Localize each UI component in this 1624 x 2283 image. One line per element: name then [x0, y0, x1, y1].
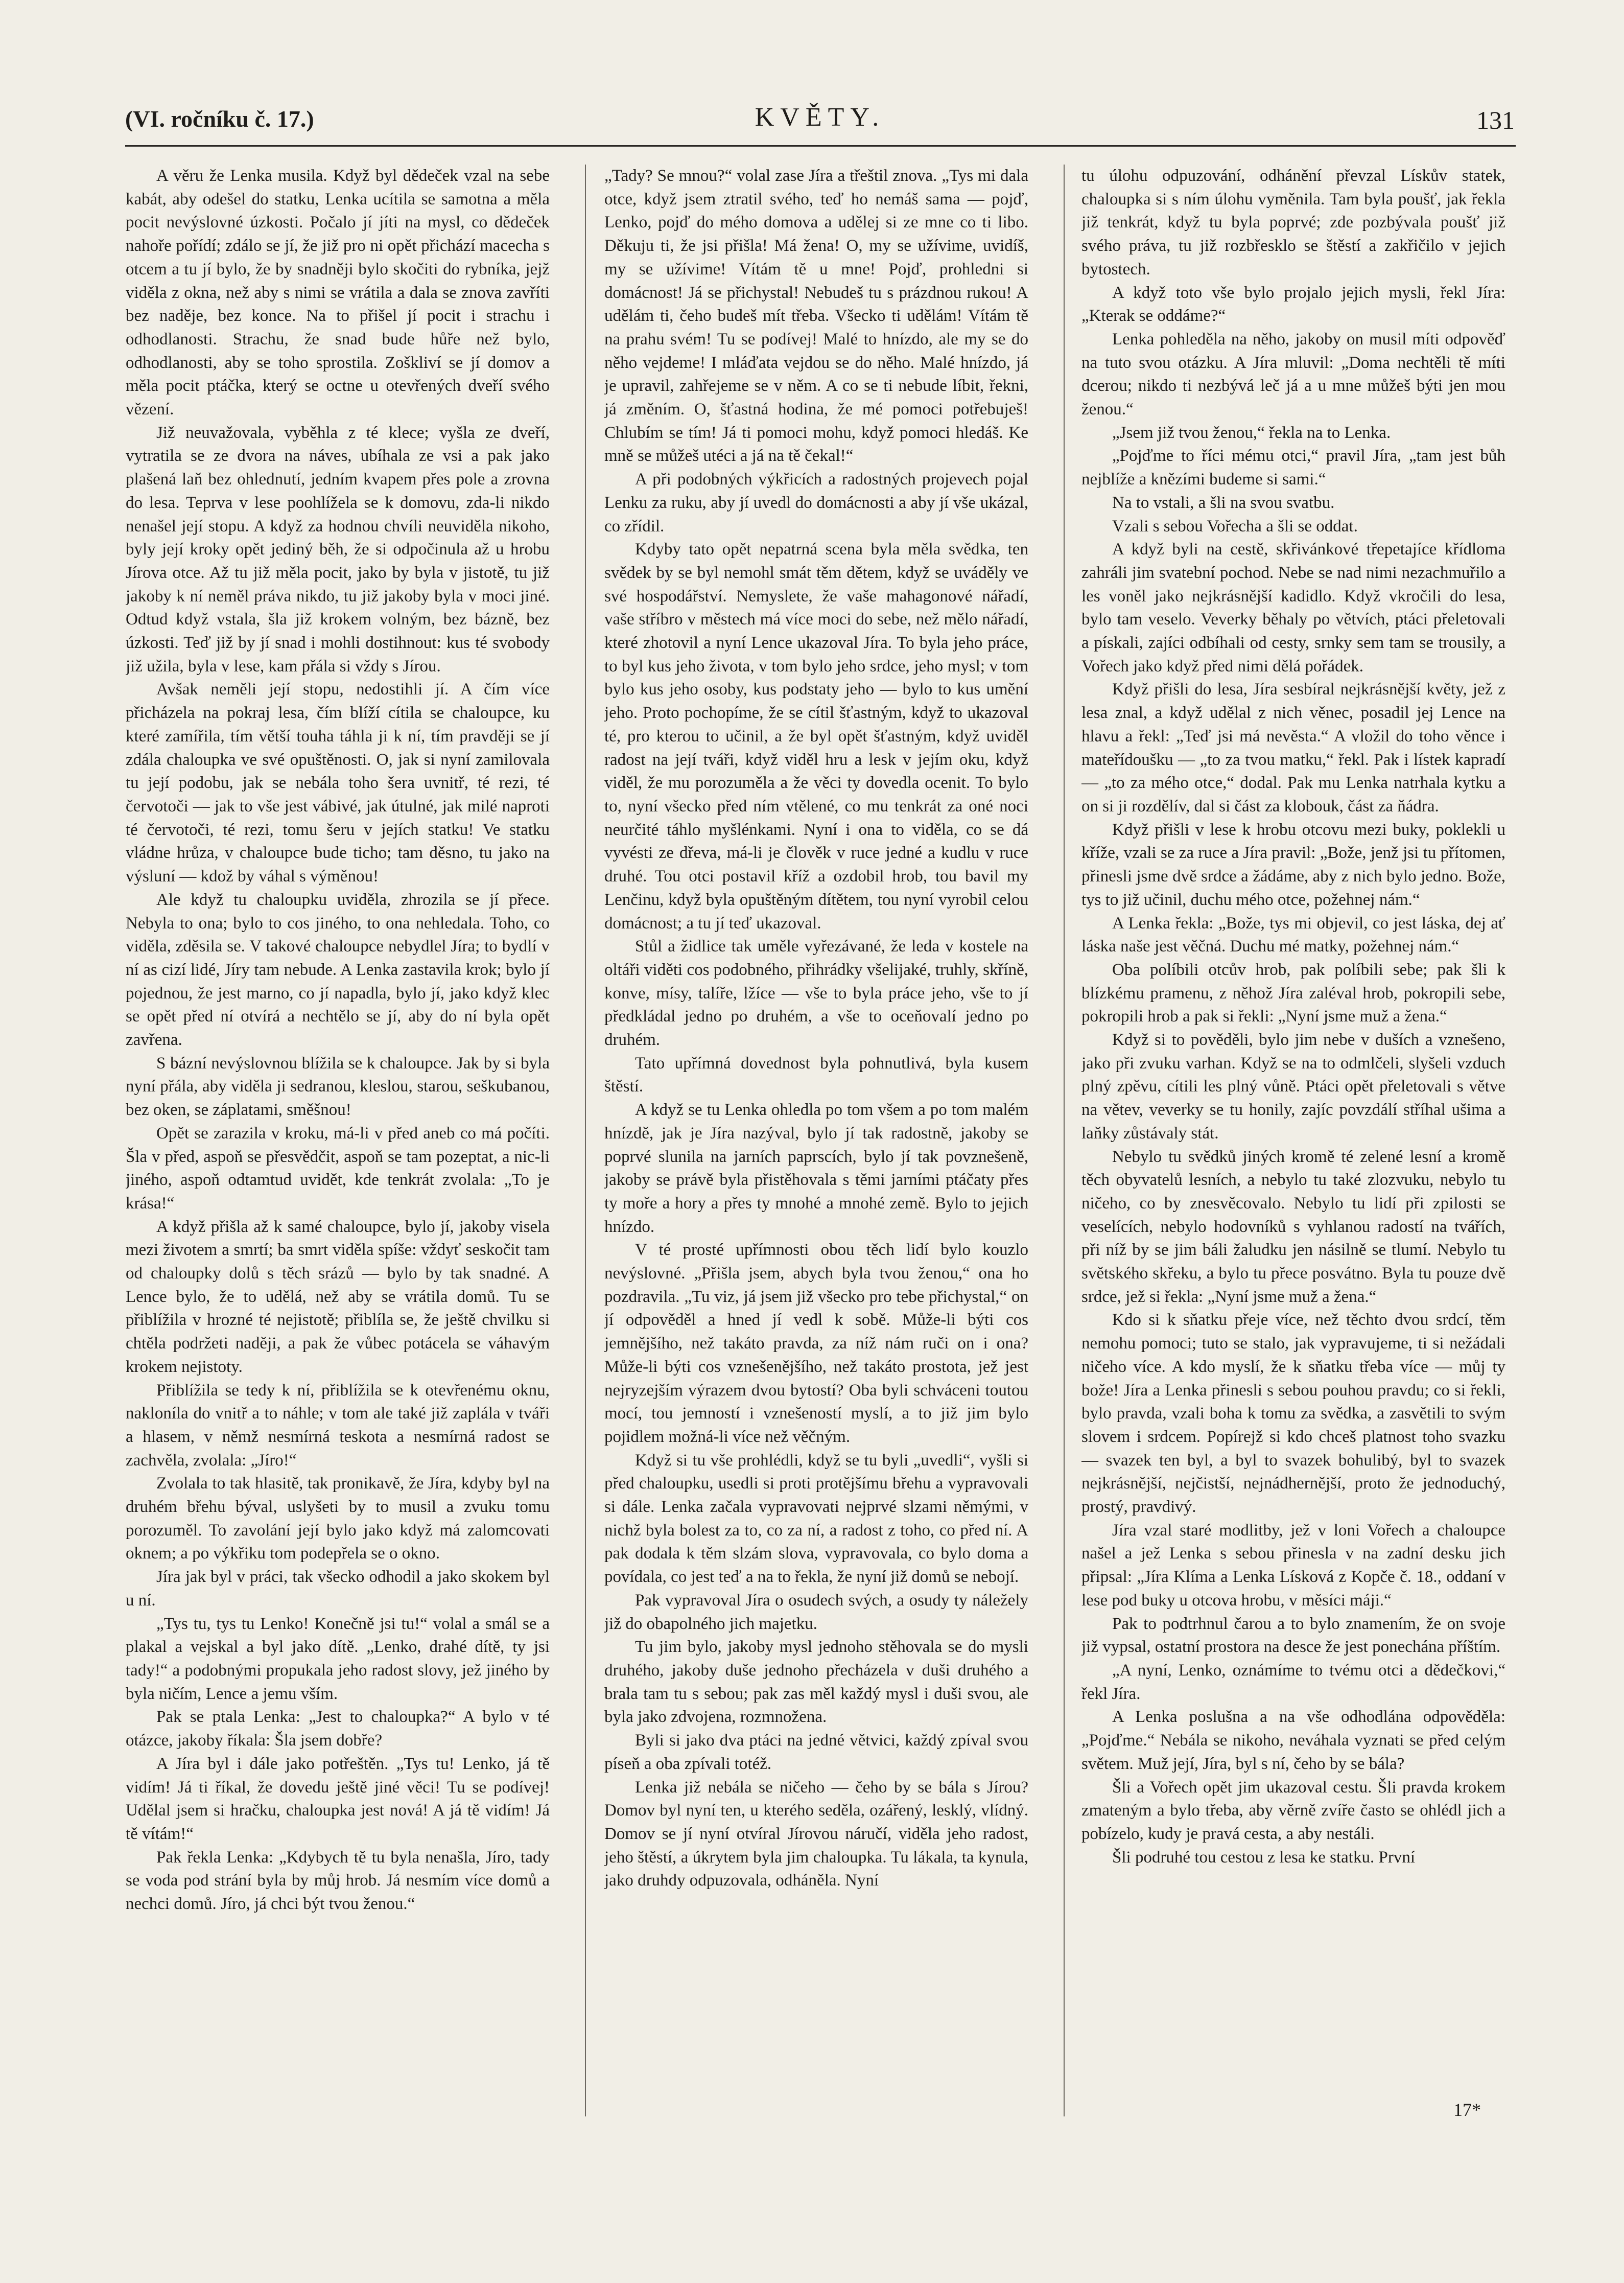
paragraph: Již neuvažovala, vyběhla z té klece; vyšla ze dveří, vytratila se ze dvora na náves, ubíhala ze vsi a pak jako plašená laň bez ohlednutí, jedním kvapem přes pole a zrovna do lesa. Teprva v lese poohlížela se k domovu, zda-li nikdo nenašel její stopu. A když za hodnou chvíli neuviděla nikoho, byly její kroky opět jediný běh, že si odpočinula až u hrobu Jírova otce. Až tu již měla pocit, jako by byla v jistotě, tu již jakoby k ní neměl práva nikdo, tu již jakoby byla v moci jiné. Odtud když vstala, šla již krokem volným, bez bázně, bez úzkosti. Teď již by jí snad i mohli dostihnout: kus té svobody již užila, byla v lese, kam přála si vždy s Jírou.: [126, 423, 550, 675]
journal-title: KVĚTY.: [755, 103, 885, 132]
paragraph: Lenka již nebála se ničeho — čeho by se bála s Jírou? Domov byl nyní ten, u kterého seděla, ozářený, lesklý, vlídný. Domov se jí nyní otvíral Jírovou náručí, viděla jeho radost, jeho štěstí, a úkrytem byla jim chaloupka. Tu lákala, ta kynula, jako druhdy odpuzovala, odháněla. Nyní: [604, 1778, 1028, 1890]
paragraph: tu úlohu odpuzování, odhánění převzal Lískův statek, chaloupka si s ním úlohu vyměnila. Tam byla poušť, jak řekla již tenkrát, když tu byla poprvé; zde pozbývala poušť již svého práva, tu již rozbřesklo se štěstí a zakřičilo v jejich bytostech.: [1081, 167, 1505, 278]
paragraph: „A nyní, Lenko, oznámíme to tvému otci a dědečkovi,“ řekl Jíra.: [1081, 1661, 1505, 1703]
paragraph: Kdyby tato opět nepatrná scena byla měla svědka, ten svědek by se byl nemohl smát těm dětem, když se uváděly ve své hospodářství. Nemyslete, že vaše mahagonové nářadí, vaše stříbro v městech má více moci do sebe, než mělo nářadí, které zhotovil a nyní Lence ukazoval Jíra. To byla jeho práce, to byl kus jeho života, v tom bylo jeho srdce, jeho mysl; v tom bylo kus jeho osoby, kus podstaty jeho — bylo to kus umění jeho. Proto pochopíme, že se cítil šťastným, když to ukazoval té, pro kterou to učinil, a že byl opět šťastným, když uviděl radost na její tváři, když viděl hru a lesk v jejím oku, když viděl, že mu porozuměla a že věci ty dovedla ocenit. To bylo to, nyní všecko před ním vtělené, co mu tenkrát za oné noci neurčité táhlo myšlénkami. Nyní i ona to viděla, co se dá vyvésti ze dřeva, má-li je člověk v ruce jedné a kudlu v ruce druhé. Tou otci postavil kříž a ozdobil hrob, tou bavil my Lenčinu, když byla opuštěným dítětem, tou nyní vyrobil celou domácnost; a tu jí teď ukazoval.: [604, 540, 1028, 933]
paragraph: A když toto vše bylo projalo jejich mysli, řekl Jíra: „Kterak se oddáme?“: [1081, 283, 1505, 325]
text-column-2: [604, 165, 1028, 2132]
paragraph: Byli si jako dva ptáci na jedné větvici, každý zpíval svou píseň a oba zpívali totéž.: [604, 1731, 1028, 1773]
paragraph: „Tady? Se mnou?“ volal zase Jíra a třeštil znova. „Tys mi dala otce, když jsem ztratil svého, teď ho nemáš sama — pojď, Lenko, pojď do mého domova a udělej si ze mne co ti libo. Děkuju ti, že jsi přišla! Má žena! O, my se užívime, uvidíš, my se užívime! Vítám tě u mne! Pojď, prohledni si domácnost! Já se přichystal! Nebudeš tu s prázdnou rukou! A udělám ti, čeho budeš mít třeba. Všecko ti udělám! Vítám tě na prahu svém! Tu se podívej! Malé to hnízdo, ale my se do něho vejdeme! I mláďata vejdou se do něho. Malé hnízdo, já je upravil, zahřejeme se v něm. A co se ti nebude líbit, řekni, já změním. O, šťastná hodina, že mé pomoci potřebuješ! Chlubím se tím! Já ti pomoci mohu, když pomoci hledáš. Ke mně se můžeš utéci a já na tě čekal!“: [604, 167, 1028, 465]
paragraph: A Lenka poslušna a na vše odhodlána odpověděla: „Pojďme.“ Nebála se nikoho, neváhala vyznati se před celým světem. Muž její, Jíra, byl s ní, čeho by se bála?: [1081, 1708, 1505, 1773]
paragraph: Pak se ptala Lenka: „Jest to chaloupka?“ A bylo v té otázce, jakoby říkala: Šla jsem dobře?: [126, 1708, 550, 1750]
paragraph: Kdo si k sňatku přeje více, než těchto dvou srdcí, těm nemohu pomoci; tuto se stalo, jak vypravujeme, ti si nežádali ničeho více. A kdo myslí, že k sňatku třeba více — můj ty bože! Jíra a Lenka přinesli s sebou pouhou pravdu; co si řekli, bylo pravda, vzali boha k tomu za svědka, a zasvětili to svým slovem i srdcem. Popírejž si kdo chceš platnost toho svazku — svazek ten byl, a byl to svazek bohulibý, byl to svazek nejkrásnější, nejčistší, nejnádhernější, proto že jednoduchý, prostý, pravdivý.: [1081, 1311, 1505, 1517]
paragraph: A věru že Lenka musila. Když byl dědeček vzal na sebe kabát, aby odešel do statku, Lenka ucítila se samotna a měla pocit nevýslovné úzkosti. Počalo jí jíti na mysl, co dědeček nahoře pořídí; zdálo se jí, že již pro ni opět přichází macecha s otcem a tu jí bylo, že by snadněji bylo skočiti do rybníka, jejž viděla z okna, než aby s nimi se vrátila a dala se znova zavříti bez naděje, bez konce. Na to přišel jí pocit i strachu i odhodlanosti. Strachu, že snad bude hůře než bylo, odhodlanosti, aby se toho sprostila. Zoškliví se jí domov a měla pocit ptáčka, který se octne u otevřených dveří svého vězení.: [126, 167, 550, 419]
paragraph: Přiblížila se tedy k ní, přiblížila se k otevřenému oknu, nakloníla do vnitř a to náhle; v tom ale také již zaplála v tváři a hlasem, v němž nesmírná teskota a nesmírná radost se zachvěla, zvolala: „Jíro!“: [126, 1381, 550, 1470]
paragraph: A Jíra byl i dále jako potřeštěn. „Tys tu! Lenko, já tě vidím! Já ti říkal, že dovedu ještě jiné věci! Tu se podívej! Udělal jsem si hračku, chaloupka jest nová! A já tě vidím! Já tě vítám!“: [126, 1754, 550, 1843]
paragraph: Jíra jak byl v práci, tak všecko odhodil a jako skokem byl u ní.: [126, 1568, 550, 1610]
paragraph: Nebylo tu svědků jiných kromě té zelené lesní a kromě těch obyvatelů lesních, a nebylo tu také zlozvuku, nebylo tu ničeho, co by znesvěcovalo. Nebylo tu lidí při zpilosti se veselících, nebylo hodovníků s vyhlanou radostí na tvářích, při níž by se jim báli žaludku jen násilně se tlumí. Nebylo tu světského skřeku, a bylo tu přece posvátno. Byla tu pouze dvě srdce, jež si řekla: „Nyní jsme muž a žena.“: [1081, 1147, 1505, 1306]
paragraph: „Pojďme to říci mému otci,“ pravil Jíra, „tam jest bůh nejblíže a knězími budeme si sami.“: [1081, 447, 1505, 489]
paragraph: Tato upřímná dovednost byla pohnutlivá, byla kusem štěstí.: [604, 1054, 1028, 1096]
paragraph: Tu jim bylo, jakoby mysl jednoho stěhovala se do mysli druhého, jakoby duše jednoho přecházela v duši druhého a brala tam tu s sebou; pak zas měl každý mysl i duši svou, ale byla jako zdvojena, rozmnožena.: [604, 1638, 1028, 1727]
paragraph: „Jsem již tvou ženou,“ řekla na to Lenka.: [1112, 423, 1391, 442]
text-column-1: [126, 165, 550, 2132]
volume-issue: (VI. ročníku č. 17.): [125, 106, 314, 132]
paragraph: Když si to pověděli, bylo jim nebe v duších a vznešeno, jako při zvuku varhan. Když se na to odmlčeli, slyšeli vzduch plný zpěvu, cítili les plný vůně. Ptáci opět přeletovali s větve na větev, veverky se tu honily, zajíc povzdálí stříhal ušima a laňky zůstávaly stát.: [1081, 1031, 1505, 1143]
paragraph: Pak to podtrhnul čarou a to bylo znamením, že on svoje již vypsal, ostatní prostora na desce že jest ponechána příštím.: [1081, 1614, 1505, 1657]
paragraph: Šli a Vořech opět jim ukazoval cestu. Šli pravda krokem zmateným a bylo třeba, aby věrně zvíře často se ohlédl jich a pobízelo, kudy je pravá cesta, a aby nestáli.: [1081, 1778, 1505, 1843]
paragraph: „Tys tu, tys tu Lenko! Konečně jsi tu!“ volal a smál se a plakal a vejskal a byl jako dítě. „Lenko, drahé dítě, ty jsi tady!“ a podobnými propukala jeho radost slovy, jež jiného by byla ničím, Lence a jemu vším.: [126, 1614, 550, 1703]
paragraph: A když se tu Lenka ohledla po tom všem a po tom malém hnízdě, jak je Jíra nazýval, bylo jí tak radostně, jakoby se poprvé slunila na jarních paprscích, bylo jí tak povznešeně, jakoby se právě byla přistěhovala s těmi jarními ptáčaty přes ty moře a hory a přes ty mnohé a mnohé země. Bylo to jejich hnízdo.: [604, 1101, 1028, 1236]
paragraph: Když přišli do lesa, Jíra sesbíral nejkrásnější květy, jež z lesa znal, a když udělal z nich věnec, posadil jej Lence na hlavu a řekl: „Teď jsi má nevěsta.“ A vložil do toho věnce i mateřídoušku — „to za tvou matku,“ řekl. Pak i lístek kapradí — „to za mého otce,“ dodal. Pak mu Lenka natrhala kytku a on si ji rozdělív, dal si část za klobouk, část za ňádra.: [1081, 680, 1505, 816]
paragraph: Opět se zarazila v kroku, má-li v před aneb co má počíti. Šla v před, aspoň se přesvědčit, aspoň se tam pozeptat, a nic-li jiného, aspoň odtamtud uvidět, kde tenkrát zvolala: „To je krása!“: [126, 1124, 550, 1213]
paragraph: Ale když tu chaloupku uviděla, zhrozila se jí přece. Nebyla to ona; bylo to cos jiného, to ona nehledala. Toho, co viděla, zděsila se. V takové chaloupce nebydlel Jíra; to bydlí v ní as cizí lidé, Jíry tam nebude. A Lenka zastavila krok; bylo jí pojednou, že jest marno, co jí napadla, bylo jí, jako když klec se opět před ní otvírá a nechtělo se jí, aby do ní byla opět zavřena.: [126, 890, 550, 1050]
paragraph: A když byli na cestě, skřivánkové třepetajíce křídloma zahráli jim svatební pochod. Nebe se nad nimi nezachmuřilo a les voněl jako nejkrásnější kadidlo. Když vkročili do lesa, bylo tam veselo. Veverky běhaly po větvích, ptáci přeletovali a pískali, zajíci odbíhali od cesty, srnky sem tam se trousily, a Vořech jako když před nimi dělá pořádek.: [1081, 540, 1505, 675]
header-rule: [125, 145, 1516, 147]
paragraph: Pak řekla Lenka: „Kdybych tě tu byla nenašla, Jíro, tady se voda pod strání byla by můj hrob. Já nesmím více domů a nechci domů. Jíro, já chci být tvou ženou.“: [126, 1848, 550, 1914]
column-divider: [1064, 165, 1065, 2116]
paragraph: V té prosté upřímnosti obou těch lidí bylo kouzlo nevýslovné. „Přišla jsem, abych byla tvou ženou,“ ona ho pozdravila. „Tu viz, já jsem již všecko pro tebe přichystal,“ on jí odpověděl a hned jí vedl k sobě. Může-li býti cos jemnějšího, než takáto pravda, za níž nám ruči on i ona? Může-li býti cos vznešenějšího, než takáto prostota, jež jest nejryzejším výrazem dvou bytostí? Oba byli schváceni toutou mocí, tou jemností i vznešeností myslí, a to již jim bylo pojidlem možná-li více než věčným.: [604, 1241, 1028, 1446]
paragraph: A při podobných výkřicích a radostných projevech pojal Lenku za ruku, aby jí uvedl do domácnosti a aby jí vše ukázal, co zřídil.: [604, 470, 1028, 535]
paragraph: Avšak neměli její stopu, nedostihli jí. A čím více přicházela na pokraj lesa, čím blíží cítila se chaloupce, ku které zamířila, tím větší touha táhla ji k ní, tím pravději se jí zdála chaloupka ve své opuštěnosti. O, jak si nyní zamilovala tu její podobu, jak se nebála toho šera uvnitř, té rezi, té červotoči — jak to vše jest vábivé, jak útulné, jak milé naproti té červotoči, té rezi, tomu šeru v jejích statku! Ve statku vládne hrůza, v chaloupce bude ticho; tam děsno, tu jako na výsluní — kdož by váhal s výměnou!: [126, 680, 550, 886]
paragraph: Vzali s sebou Vořecha a šli se oddat.: [1112, 517, 1358, 535]
paragraph: A když přišla až k samé chaloupce, bylo jí, jakoby visela mezi životem a smrtí; ba smrt viděla spíše: vždyť seskočit tam od chaloupky dolů s těch srázů — bylo by tak snadné. A Lence bylo, že to udělá, než aby se vrátila domů. Tu se přiblížila v hrozné té nejistotě; přiblíla se, že ještě chvilku si chtěla podržeti naději, a pak že vůbec potácela se váhavým krokem nejistoty.: [126, 1217, 550, 1376]
paragraph: Lenka pohleděla na něho, jakoby on musil míti odpověď na tuto svou otázku. A Jíra mluvil: „Doma nechtěli tě míti dcerou; nikdo ti nezbývá leč já a u mne můžeš býti jen mou ženou.“: [1081, 330, 1505, 419]
paragraph: A Lenka řekla: „Bože, tys mi objevil, co jest láska, dej ať láska naše jest věčná. Duchu mé matky, požehnej nám.“: [1081, 914, 1505, 956]
paragraph: Oba políbili otcův hrob, pak políbili sebe; pak šli k blízkému pramenu, z něhož Jíra zaléval hrob, pokropili sebe, pokropili hrob a pak si řekli: „Nyní jsme muž a žena.“: [1081, 960, 1505, 1026]
paragraph: Když si tu vše prohlédli, když se tu byli „uvedli“, vyšli si před chaloupku, usedli si proti protějšímu břehu a vypravovali si dále. Lenka začala vypravovati nejprvé slzami němými, v nichž byla bolest za to, co za ní, a radost z toho, co před ní. A pak dodala k těm slzám slova, vypravovala, co bylo doma a povídala, co jest teď a na to řekla, že nyní již domů se nebojí.: [604, 1451, 1028, 1587]
column-divider: [585, 165, 586, 2116]
paragraph: S bázní nevýslovnou blížila se k chaloupce. Jak by si byla nyní přála, aby viděla ji sedranou, kleslou, starou, seškubanou, bez oken, se záplatami, směšnou!: [126, 1054, 550, 1120]
paragraph: Šli podruhé tou cestou z lesa ke statku. První: [1112, 1848, 1415, 1867]
paragraph: Stůl a židlice tak uměle vyřezávané, že leda v kostele na oltáři viděti cos podobného, přihrádky všelijaké, truhly, skříně, konve, mísy, talíře, lžíce — vše to byla práce jeho, vše to jí předkládal jedno po druhém, a vše to oceňovalí jedno po druhém.: [604, 937, 1028, 1050]
paragraph: Na to vstali, a šli na svou svatbu.: [1112, 493, 1335, 512]
paragraph: Pak vypravoval Jíra o osudech svých, a osudy ty náležely již do obapolného jich majetku.: [604, 1591, 1028, 1633]
paragraph: Zvolala to tak hlasitě, tak pronikavě, že Jíra, kdyby byl na druhém břehu býval, uslyšeti by to musil a zvuku tomu porozuměl. To zavolání její bylo jako když má zalomcovati oknem; a po výkřiku tom podepřela se o okno.: [126, 1474, 550, 1563]
paragraph: Jíra vzal staré modlitby, jež v loni Vořech a chaloupce našel a jež Lenka s sebou přinesla v na zadní desku jich připsal: „Jíra Klíma a Lenka Lísková z Kopče č. 18., oddaní v lese pod buky u otcova hrobu, v měsíci máji.“: [1081, 1521, 1505, 1610]
running-header: [125, 100, 1515, 136]
signature-mark: 17*: [1453, 2100, 1481, 2120]
text-column-3: [1081, 165, 1505, 2132]
page-number: 131: [1476, 106, 1515, 134]
paragraph: Když přišli v lese k hrobu otcovu mezi buky, poklekli u kříže, vzali se za ruce a Jíra pravil: „Bože, jenž jsi tu přítomen, přinesli jsme dvě srdce a žádáme, aby z nich bylo jedno. Bože, tys to již učinil, duchu mého otce, požehnej nám.“: [1081, 820, 1505, 909]
